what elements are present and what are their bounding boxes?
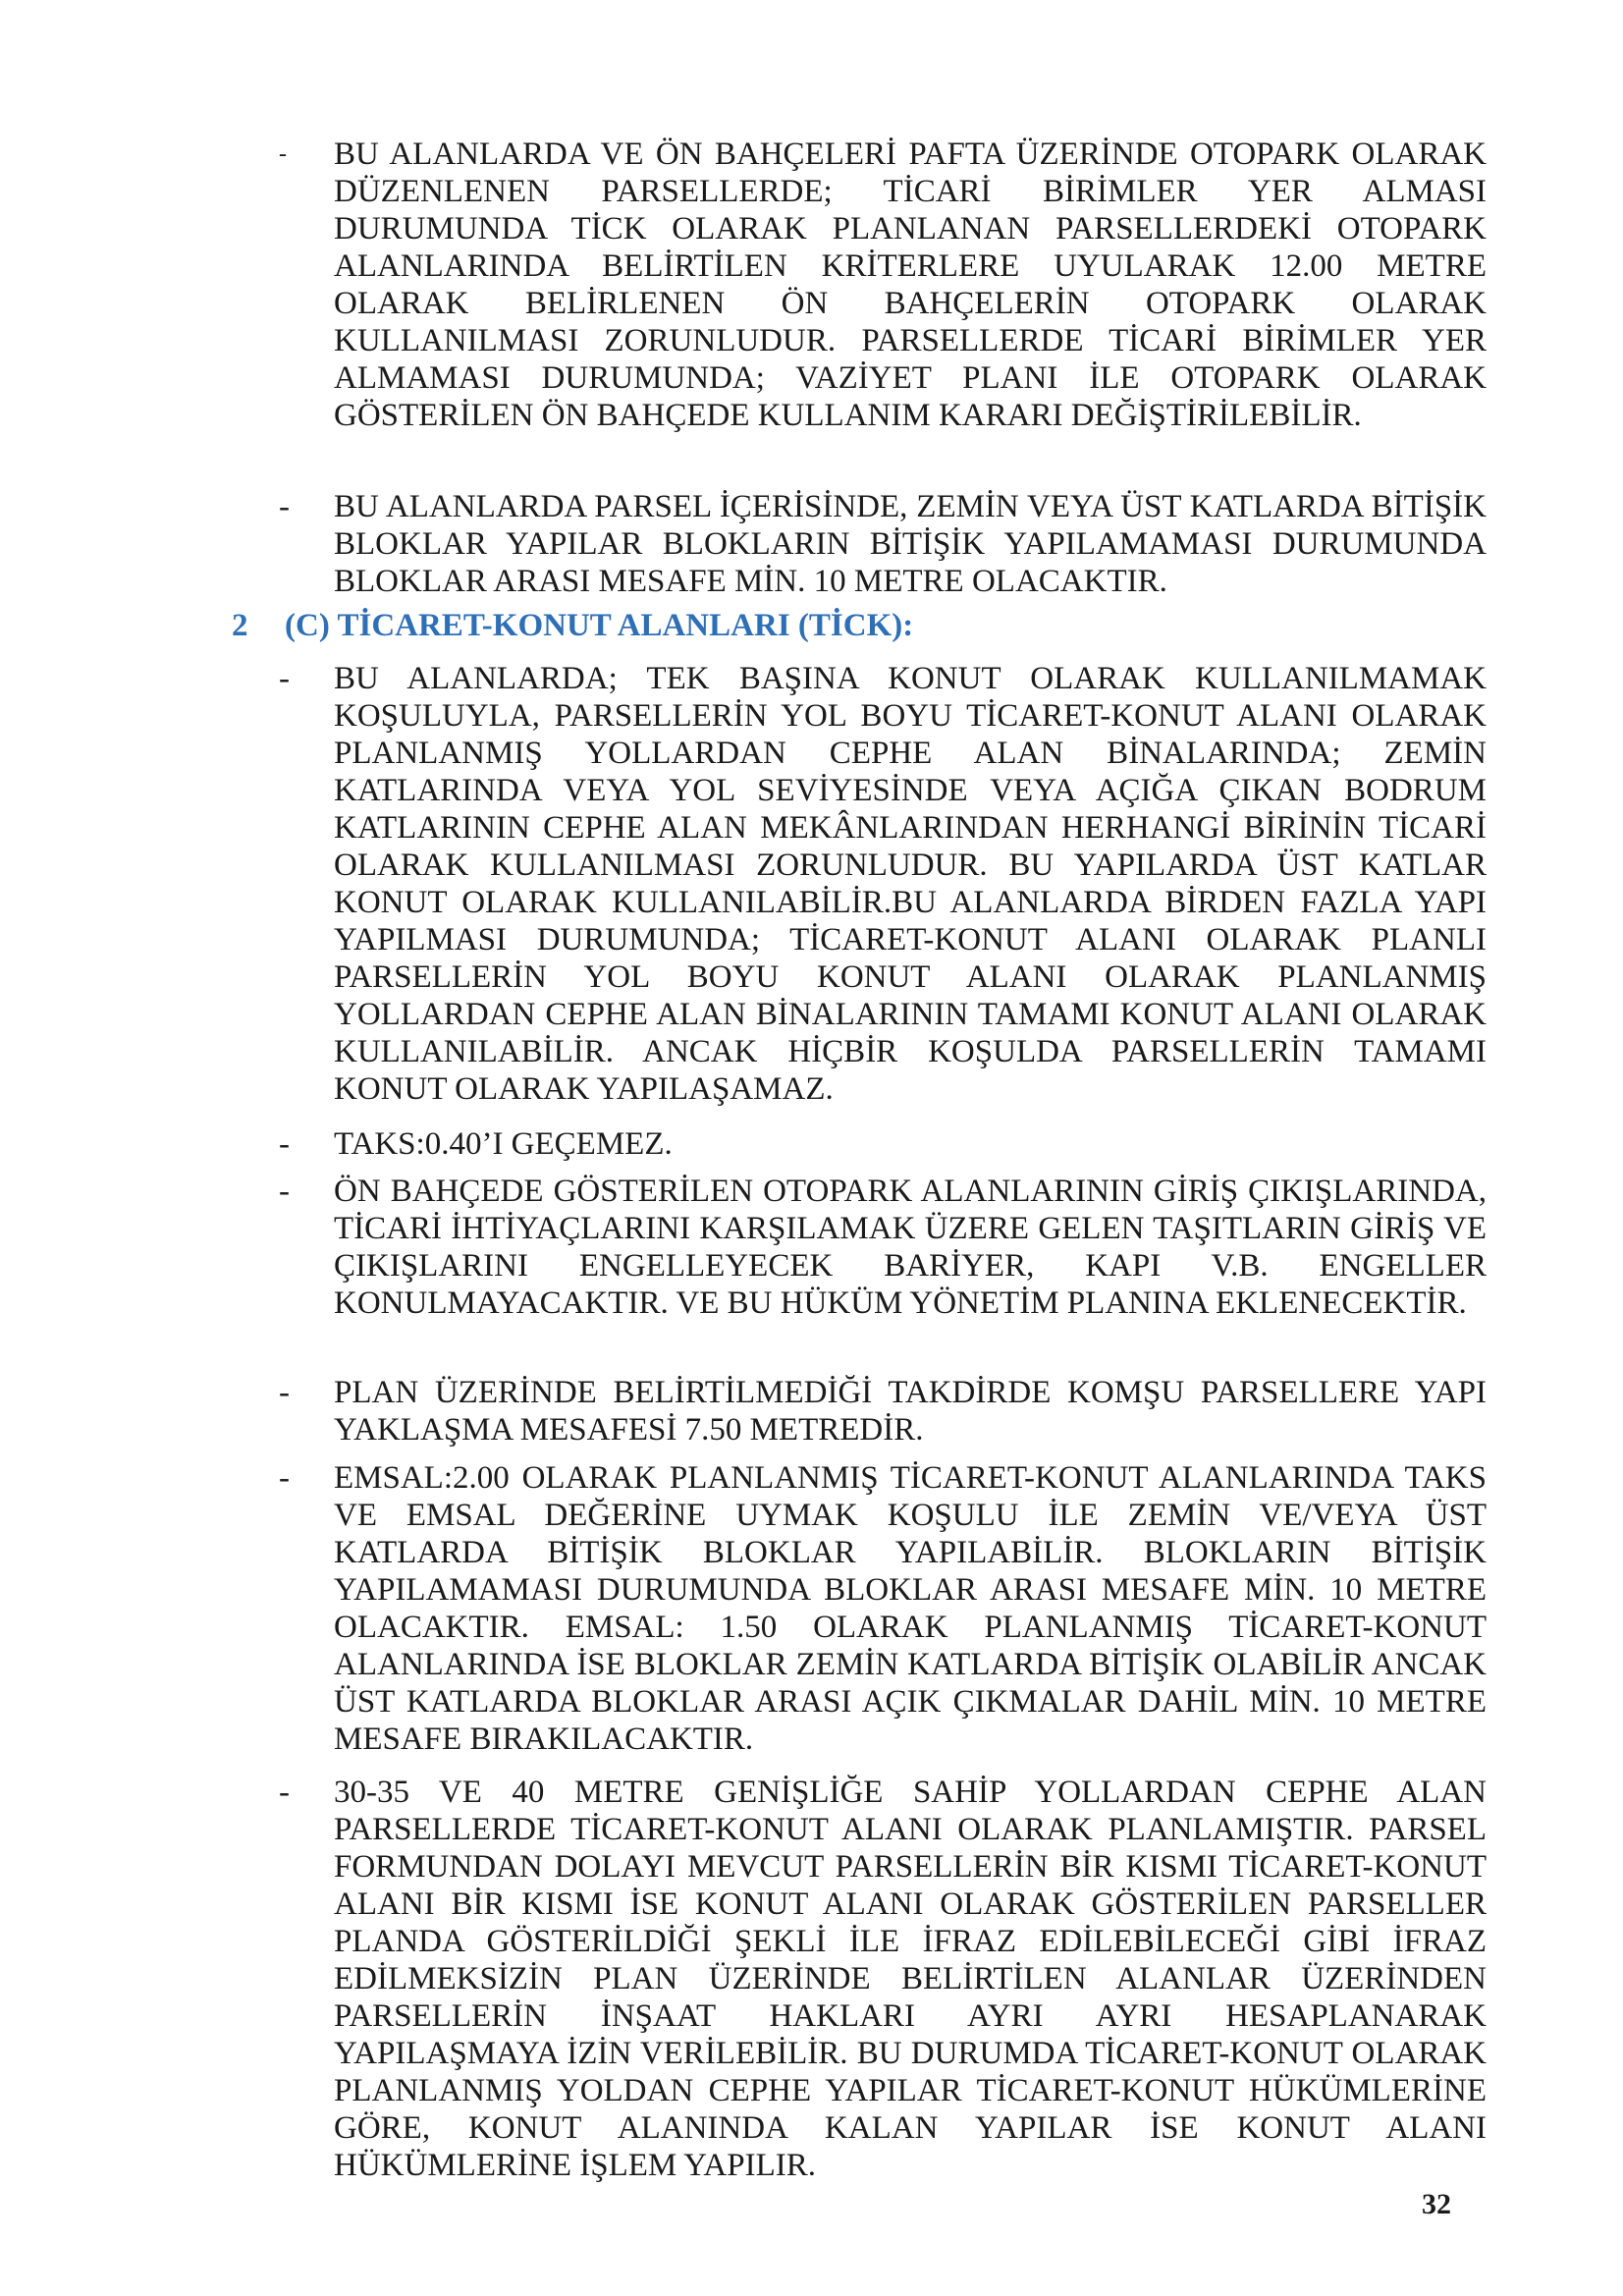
section-title: (C) TİCARET-KONUT ALANLARI (TİCK): (285, 608, 914, 643)
list-item-text: BU ALANLARDA; TEK BAŞINA KONUT OLARAK KULLANILMAMAK KOŞULUYLA, PARSELLERİN YOL BOYU TİCARET-KONUT ALANI OLARAK PLANLANMIŞ YOLLARDAN CEPHE ALAN BİNALARINDA; ZEMİN KATLARINDA VEYA YOL SEVİYESİNDE VEYA AÇIĞA ÇIKAN BODRUM KATLARININ CEPHE ALAN MEKÂNLARINDAN HERHANGİ BİRİNİN TİCARİ OLARAK KULLANILMASI ZORUNLUDUR. BU YAPILARDA ÜST KATLAR KONUT OLARAK KULLANILABİLİR.BU ALANLARDA BİRDEN FAZLA YAPI YAPILMASI DURUMUNDA; TİCARET-KONUT ALANI OLARAK PLANLI PARSELLERİN YOL BOYU KONUT ALANI OLARAK PLANLANMIŞ YOLLARDAN CEPHE ALAN BİNALARININ TAMAMI KONUT ALANI OLARAK KULLANILABİLİR. ANCAK HİÇBİR KOŞULDA PARSELLERİN TAMAMI KONUT OLARAK YAPILAŞAMAZ. (334, 661, 1487, 1107)
list-item-text: BU ALANLARDA VE ÖN BAHÇELERİ PAFTA ÜZERİNDE OTOPARK OLARAK DÜZENLENEN PARSELLERDE; TİCARİ BİRİMLER YER ALMASI DURUMUNDA TİCK OLARAK PLANLANAN PARSELLERDEKİ OTOPARK ALANLARINDA BELİRTİLEN KRİTERLERE UYULARAK 12.00 METRE OLARAK BELİRLENEN ÖN BAHÇELERİN OTOPARK OLARAK KULLANILMASI ZORUNLUDUR. PARSELLERDE TİCARİ BİRİMLER YER ALMAMASI DURUMUNDA; VAZİYET PLANI İLE OTOPARK OLARAK GÖSTERİLEN ÖN BAHÇEDE KULLANIM KARARI DEĞİŞTİRİLEBİLİR. (334, 137, 1487, 433)
bullet-dash: - (279, 1174, 290, 1209)
list-item-text: PLAN ÜZERİNDE BELİRTİLMEDİĞİ TAKDİRDE KOMŞU PARSELLERE YAPI YAKLAŞMA MESAFESİ 7.50 METREDİR. (334, 1375, 1487, 1448)
bullet-dash: - (279, 1375, 290, 1410)
bullet-dash: - (279, 1460, 290, 1496)
list-item-text: EMSAL:2.00 OLARAK PLANLANMIŞ TİCARET-KONUT ALANLARINDA TAKS VE EMSAL DEĞERİNE UYMAK KOŞULU İLE ZEMİN VE/VEYA ÜST KATLARDA BİTİŞİK BLOKLAR YAPILABİLİR. BLOKLARIN BİTİŞİK YAPILAMAMASI DURUMUNDA BLOKLAR ARASI MESAFE MİN. 10 METRE OLACAKTIR. EMSAL: 1.50 OLARAK PLANLANMIŞ TİCARET-KONUT ALANLARINDA İSE BLOKLAR ZEMİN KATLARDA BİTİŞİK OLABİLİR ANCAK ÜST KATLARDA BLOKLAR ARASI AÇIK ÇIKMALAR DAHİL MİN. 10 METRE MESAFE BIRAKILACAKTIR. (334, 1460, 1487, 1757)
bullet-dash: - (279, 1126, 290, 1162)
list-item-text: ÖN BAHÇEDE GÖSTERİLEN OTOPARK ALANLARININ GİRİŞ ÇIKIŞLARINDA, TİCARİ İHTİYAÇLARINI KARŞILAMAK ÜZERE GELEN TAŞITLARIN GİRİŞ VE ÇIKIŞLARINI ENGELLEYECEK BARİYER, KAPI V.B. ENGELLER KONULMAYACAKTIR. VE BU HÜKÜM YÖNETİM PLANINA EKLENECEKTİR. (334, 1174, 1487, 1321)
bullet-dash: - (279, 661, 290, 696)
bullet-dash: - (279, 489, 290, 524)
list-item-text: TAKS:0.40’I GEÇEMEZ. (334, 1126, 673, 1162)
section-number: 2 (232, 608, 248, 643)
bullet-dash: - (279, 141, 287, 167)
list-item-text: BU ALANLARDA PARSEL İÇERİSİNDE, ZEMİN VEYA ÜST KATLARDA BİTİŞİK BLOKLAR YAPILAR BLOKLARIN BİTİŞİK YAPILAMAMASI DURUMUNDA BLOKLAR ARASI MESAFE MİN. 10 METRE OLACAKTIR. (334, 489, 1487, 599)
bullet-dash: - (279, 1775, 290, 1810)
page-number: 32 (1422, 2188, 1451, 2220)
list-item-text: 30-35 VE 40 METRE GENİŞLİĞE SAHİP YOLLARDAN CEPHE ALAN PARSELLERDE TİCARET-KONUT ALANI OLARAK PLANLAMIŞTIR. PARSEL FORMUNDAN DOLAYI MEVCUT PARSELLERİN BİR KISMI TİCARET-KONUT ALANI BİR KISMI İSE KONUT ALANI OLARAK GÖSTERİLEN PARSELLER PLANDA GÖSTERİLDİĞİ ŞEKLİ İLE İFRAZ EDİLEBİLECEĞİ GİBİ İFRAZ EDİLMEKSİZİN PLAN ÜZERİNDE BELİRTİLEN ALANLAR ÜZERİNDEN PARSELLERİN İNŞAAT HAKLARI AYRI AYRI HESAPLANARAK YAPILAŞMAYA İZİN VERİLEBİLİR. BU DURUMDA TİCARET-KONUT OLARAK PLANLANMIŞ YOLDAN CEPHE YAPILAR TİCARET-KONUT HÜKÜMLERİNE GÖRE, KONUT ALANINDA KALAN YAPILAR İSE KONUT ALANI HÜKÜMLERİNE İŞLEM YAPILIR. (334, 1775, 1487, 2183)
